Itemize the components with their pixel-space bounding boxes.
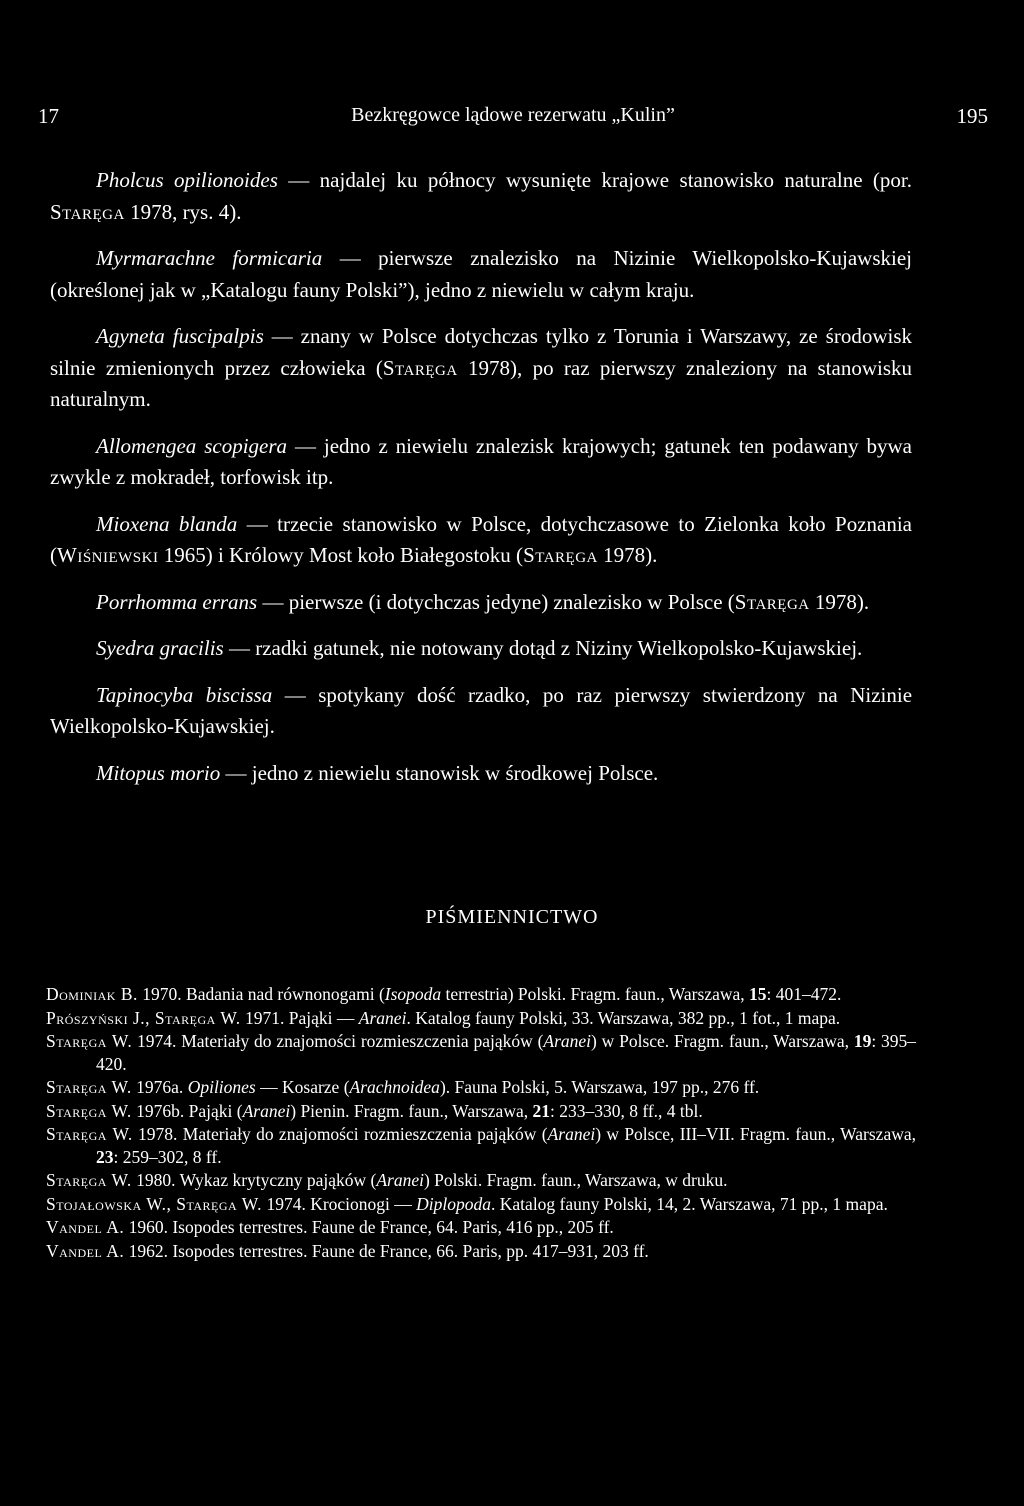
taxon-name: Arachnoidea (349, 1077, 440, 1097)
reference-author: Staręga W. (46, 1100, 132, 1121)
taxon-name: Diplopoda (416, 1193, 492, 1214)
taxon-name: Aranei (242, 1100, 291, 1121)
species-paragraph (50, 243, 912, 306)
paragraph-text: — pierwsze znalezisko na Nizinie Wielkopolsko-Kujawskiej (określonej jak w „Katalogu fauny Polski”), jedno z niewielu w całym kraju. (50, 246, 912, 302)
reference-text: — Kosarze ( (255, 1077, 350, 1097)
reference-text: : 401–472. (766, 984, 842, 1004)
reference-author: Staręga W. (46, 1124, 133, 1144)
species-name: Agyneta fuscipalpis (96, 324, 264, 348)
taxon-name: Aranei (547, 1124, 596, 1144)
paragraph-text: 1978, rys. 4). (124, 199, 242, 224)
reference-text: 1962. Isopodes terrestres. Faune de France, 66. Paris, pp. 417–931, 203 ff. (124, 1240, 649, 1261)
paragraph-text: — pierwsze (i dotychczas jedyne) znalezisko w Polsce ( (257, 589, 735, 614)
section-title: PIŚMIENNICTWO (425, 906, 599, 928)
species-name: Myrmarachne formicaria (96, 246, 323, 270)
species-notes (50, 165, 912, 804)
reference-text: 1980. Wykaz krytyczny pająków ( (131, 1170, 377, 1190)
volume-number: 15 (749, 984, 767, 1004)
species-name: Allomengea scopigera (96, 433, 288, 458)
taxon-name: Aranei (543, 1031, 592, 1051)
paragraph-text: — znany w Polsce dotychczas tylko z Torunia i Warszawy, ze środowisk silnie zmienionych przez człowieka ( (50, 324, 912, 380)
reference-text: 1971. Pająki — (240, 1007, 359, 1028)
reference-author: Vandel A. (46, 1240, 125, 1261)
reference-entry (46, 1216, 916, 1239)
reference-text: terrestria) Polski. Fragm. faun., Warszawa, (441, 984, 750, 1004)
reference-entry (46, 1100, 916, 1123)
reference-author: Staręga W. (46, 1031, 133, 1051)
volume-number: 23 (96, 1146, 114, 1167)
reference-entry (46, 1030, 916, 1075)
species-name: Syedra gracilis (96, 636, 224, 660)
species-paragraph (50, 758, 912, 790)
reference-text: . Katalog fauny Polski, 33. Warszawa, 382 pp., 1 fot., 1 mapa. (406, 1007, 841, 1028)
species-paragraph (50, 431, 912, 494)
paragraph-text: 1978). (597, 543, 658, 567)
author-citation: Staręga (50, 199, 125, 224)
author-citation: Wiśniewski (57, 543, 159, 567)
reference-text: ) Pienin. Fragm. faun., Warszawa, (290, 1100, 533, 1121)
reference-text: ) w Polsce. Fragm. faun., Warszawa, (591, 1031, 854, 1051)
volume-number: 19 (853, 1031, 872, 1051)
reference-entry (46, 1076, 916, 1099)
author-citation: Staręga (523, 543, 598, 567)
reference-text: 1976b. Pająki ( (131, 1100, 243, 1121)
species-name: Mioxena blanda (96, 511, 238, 536)
paragraph-text: 1965) i Królowy Most koło Białegostoku ( (158, 543, 524, 567)
paragraph-text: 1978), po raz pierwszy znaleziony na stanowisku naturalnym. (50, 355, 912, 411)
species-name: Mitopus morio (96, 760, 221, 785)
paragraph-text: 1978). (809, 589, 870, 614)
reference-author: Staręga W. (46, 1170, 132, 1190)
reference-author: Staręga W. (46, 1077, 132, 1097)
reference-text: ) w Polsce, III–VII. Fragm. faun., Warszawa, (595, 1124, 916, 1144)
chapter-number: 17 (38, 104, 59, 128)
reference-entry (46, 1169, 916, 1192)
reference-text: 1960. Isopodes terrestres. Faune de France, 64. Paris, 416 pp., 205 ff. (124, 1217, 614, 1237)
paragraph-text: — najdalej ku północy wysunięte krajowe stanowisko naturalne (por. (277, 168, 912, 192)
reference-text: 1970. Badania nad równonogami ( (137, 984, 385, 1004)
reference-entry (46, 1007, 916, 1030)
species-name: Porrhomma errans (96, 589, 258, 614)
paragraph-text: — spotykany dość rzadko, po raz pierwszy stwierdzony na Nizinie Wielkopolsko-Kujawskiej. (50, 682, 913, 738)
reference-author: Prószyński J., Staręga W. (46, 1007, 241, 1028)
taxon-name: Aranei (376, 1170, 424, 1190)
reference-author: Dominiak B. (46, 984, 138, 1004)
author-citation: Staręga (382, 355, 458, 380)
reference-author: Stojałowska W., Staręga W. (46, 1193, 263, 1214)
reference-list (46, 983, 916, 1263)
species-paragraph (50, 509, 912, 572)
paragraph-text: — rzadki gatunek, nie notowany dotąd z Niziny Wielkopolsko-Kujawskiej. (223, 636, 863, 660)
reference-entry (46, 1240, 916, 1263)
species-paragraph (50, 165, 912, 228)
taxon-name: Isopoda (384, 984, 442, 1004)
reference-text: : 259–302, 8 ff. (113, 1146, 222, 1167)
reference-entry (46, 1123, 916, 1168)
reference-text: ) Polski. Fragm. faun., Warszawa, w druku. (423, 1170, 728, 1190)
running-title: Bezkręgowce lądowe rezerwatu „Kulin” (351, 104, 675, 126)
reference-text: 1978. Materiały do znajomości rozmieszczenia pająków ( (132, 1124, 548, 1144)
species-name: Tapinocyba biscissa (96, 682, 273, 707)
taxon-name: Opiliones (187, 1077, 256, 1097)
species-paragraph (50, 587, 912, 619)
taxon-name: Aranei (358, 1007, 407, 1028)
paragraph-text: — jedno z niewielu stanowisk w środkowej Polsce. (220, 760, 659, 785)
reference-text: 1974. Materiały do znajomości rozmieszczenia pająków ( (132, 1031, 544, 1051)
reference-text: . Katalog fauny Polski, 14, 2. Warszawa, 71 pp., 1 mapa. (491, 1193, 888, 1214)
species-name: Pholcus opilionoides (96, 168, 278, 192)
reference-text: : 395–420. (96, 1031, 916, 1074)
reference-text: 1974. Krocionogi — (262, 1193, 417, 1214)
running-header (38, 104, 988, 134)
author-citation: Staręga (734, 589, 810, 614)
reference-author: Vandel A. (46, 1217, 125, 1237)
volume-number: 21 (532, 1100, 550, 1121)
species-paragraph (50, 680, 912, 743)
species-paragraph (50, 633, 912, 665)
reference-entry (46, 1193, 916, 1216)
species-paragraph (50, 321, 912, 416)
paragraph-text: — jedno z niewielu znalezisk krajowych; gatunek ten podawany bywa zwykle z mokradeł, torfowisk itp. (50, 433, 912, 489)
reference-entry (46, 983, 916, 1006)
reference-text: : 233–330, 8 ff., 4 tbl. (549, 1100, 703, 1121)
paragraph-text: — trzecie stanowisko w Polsce, dotychczasowe to Zielonka koło Poznania ( (50, 511, 913, 567)
page-number: 195 (956, 104, 988, 128)
reference-text: ). Fauna Polski, 5. Warszawa, 197 pp., 276 ff. (439, 1077, 760, 1097)
reference-text: 1976a. (131, 1077, 188, 1097)
